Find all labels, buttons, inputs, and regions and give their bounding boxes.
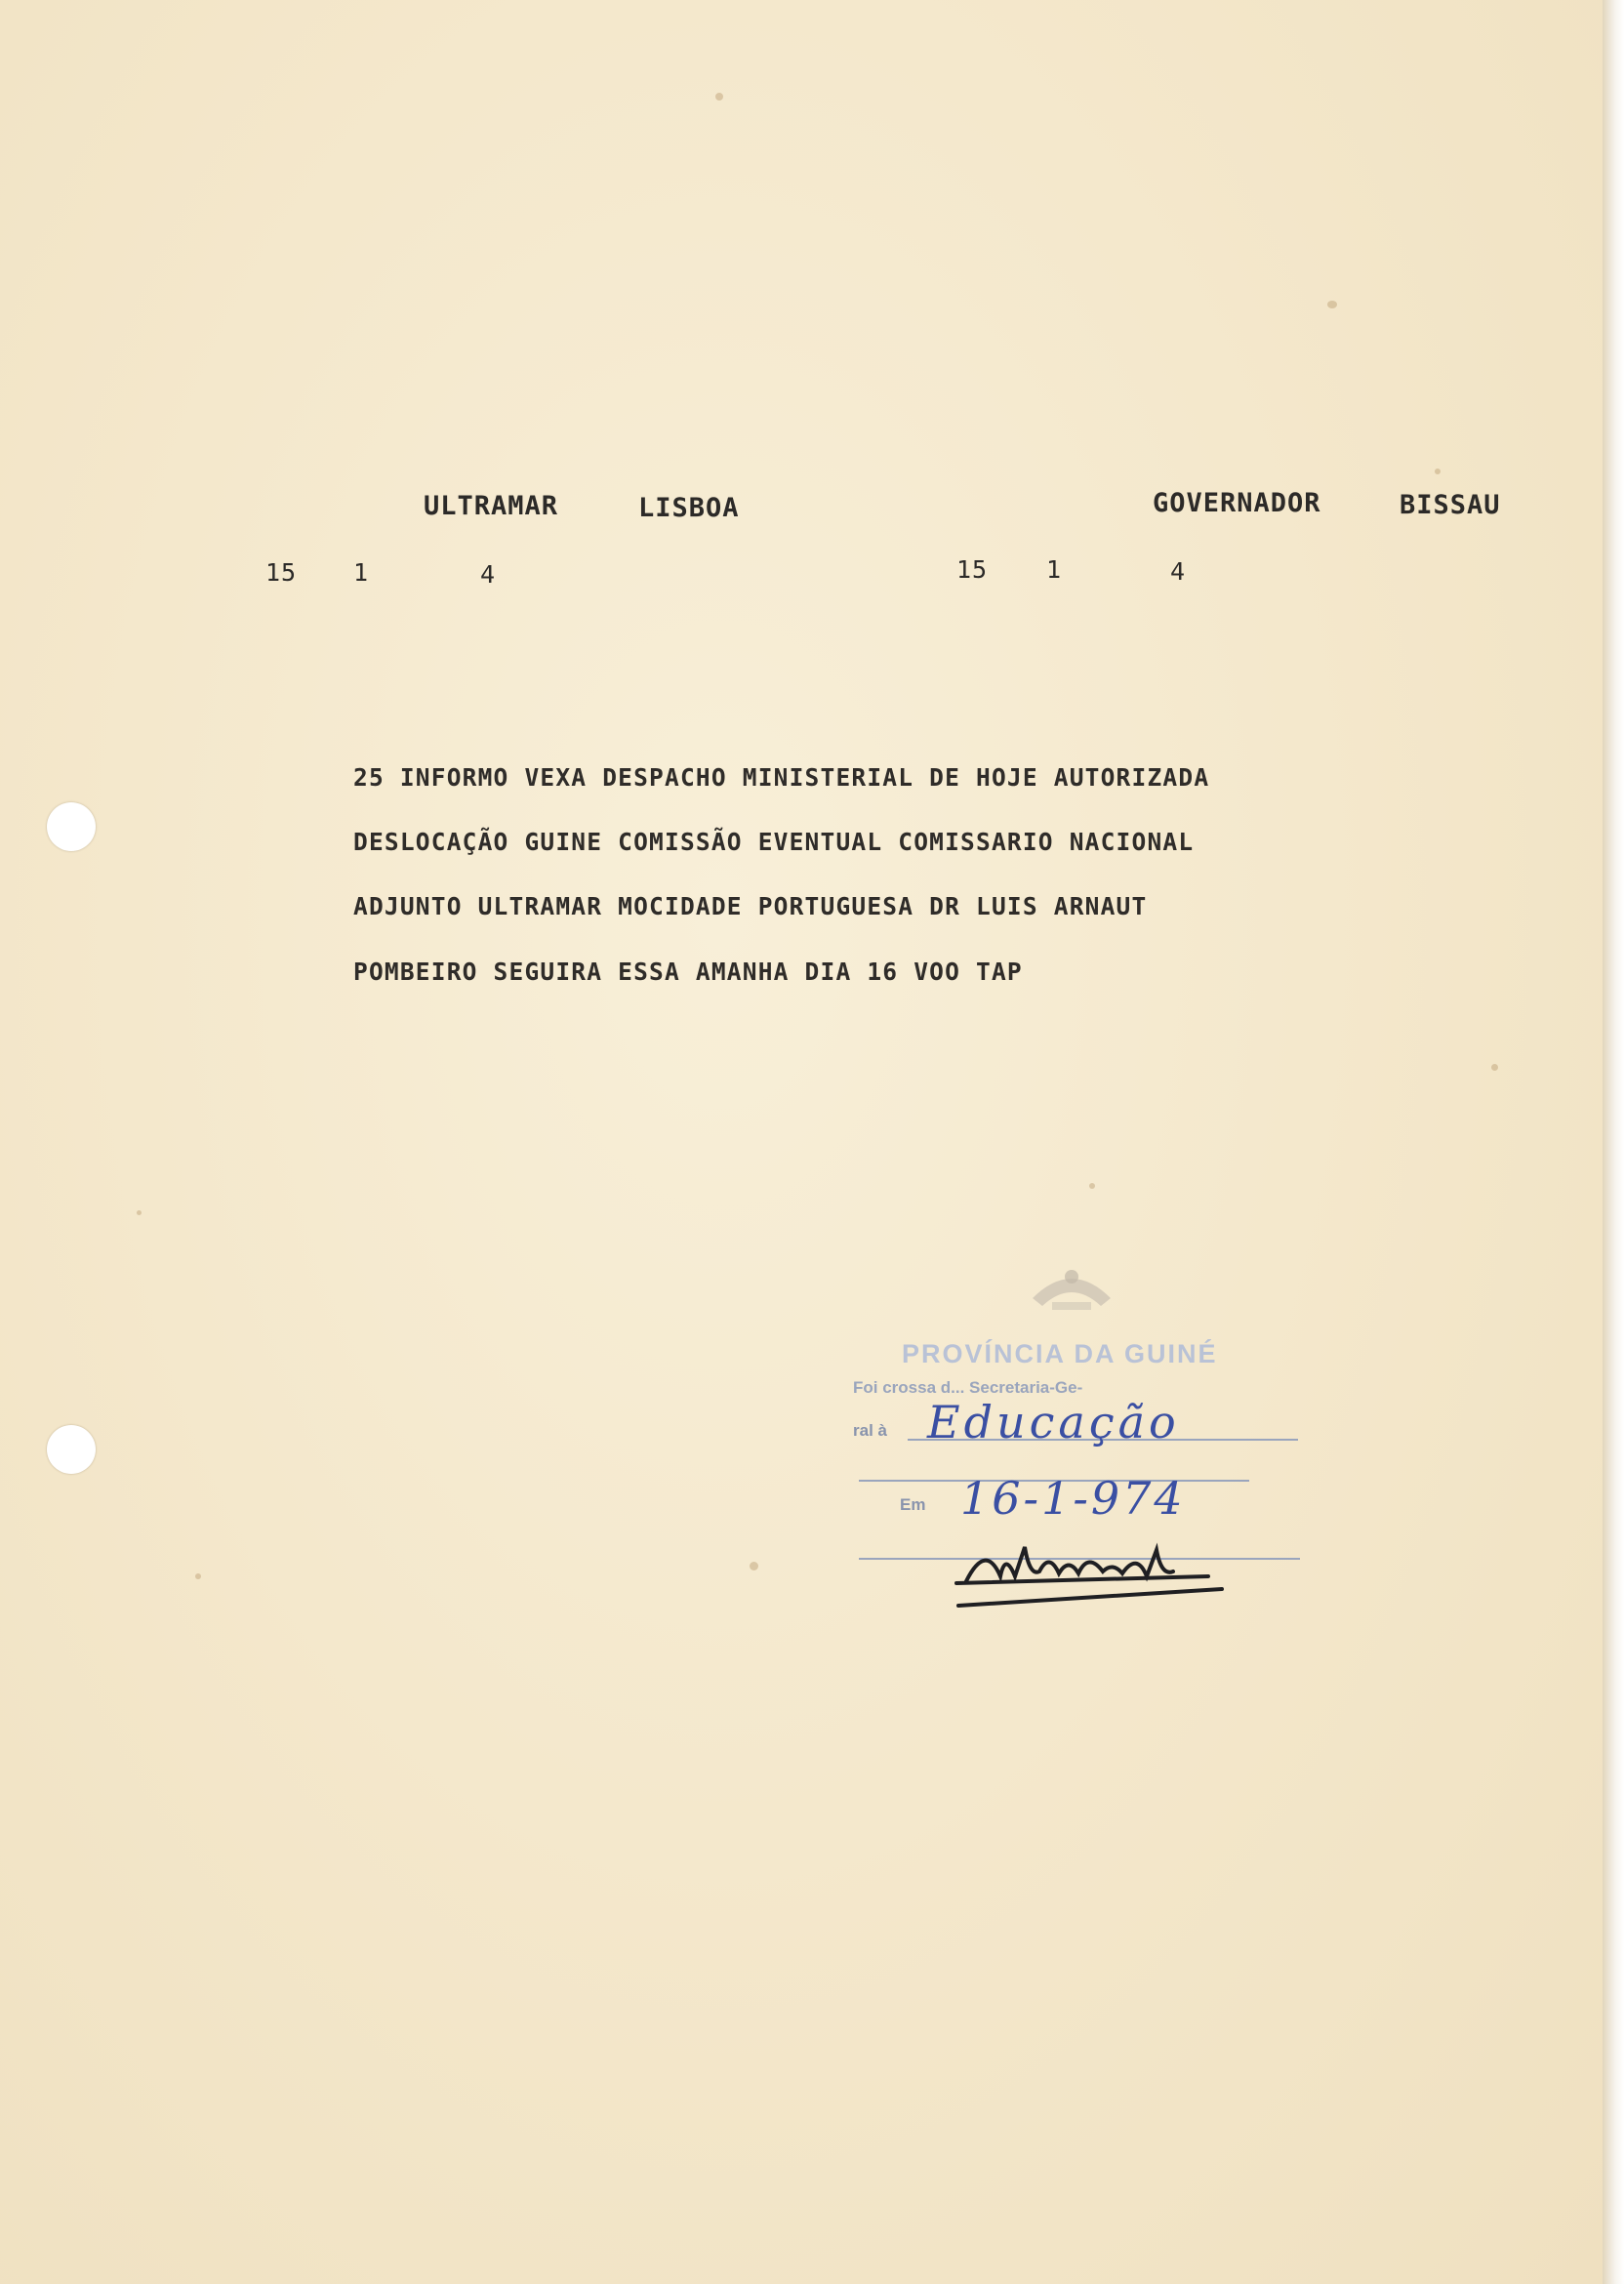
stamp-line-1: Foi crossa d... Secretaria-Ge- bbox=[853, 1378, 1083, 1397]
signature-icon bbox=[947, 1523, 1239, 1611]
stamp-title: PROVÍNCIA DA GUINÉ bbox=[902, 1339, 1218, 1368]
stain-speck bbox=[1089, 1183, 1095, 1189]
stain-speck bbox=[137, 1210, 142, 1215]
punch-hole-top bbox=[47, 802, 96, 851]
punch-hole-bottom bbox=[47, 1425, 96, 1474]
stain-speck bbox=[715, 93, 723, 101]
header-right-city: BISSAU bbox=[1400, 490, 1501, 520]
message-line: 25 INFORMO VEXA DESPACHO MINISTERIAL DE HOJE AUTORIZADA bbox=[353, 763, 1210, 792]
stamp-line-3-prefix: Em bbox=[900, 1495, 926, 1514]
header-right-year: 4 bbox=[1170, 557, 1187, 586]
header-right-month: 1 bbox=[1046, 555, 1063, 584]
header-right-day: 15 bbox=[956, 555, 989, 584]
header-left-day: 15 bbox=[265, 558, 298, 587]
header-left-year: 4 bbox=[480, 560, 497, 589]
coat-of-arms-icon bbox=[1023, 1259, 1120, 1318]
stain-speck bbox=[1491, 1064, 1498, 1071]
stain-speck bbox=[1327, 301, 1337, 308]
message-line: ADJUNTO ULTRAMAR MOCIDADE PORTUGUESA DR LUIS ARNAUT bbox=[353, 892, 1148, 920]
handwritten-date: 16-1-974 bbox=[960, 1472, 1186, 1525]
header-right-destination: GOVERNADOR bbox=[1153, 488, 1321, 518]
handwritten-destination: Educação bbox=[927, 1396, 1180, 1448]
page-edge bbox=[1603, 0, 1624, 2284]
header-left-destination: ULTRAMAR bbox=[424, 491, 559, 521]
message-line: DESLOCAÇÃO GUINE COMISSÃO EVENTUAL COMISSARIO NACIONAL bbox=[353, 828, 1195, 856]
stain-speck bbox=[195, 1573, 201, 1579]
header-left-month: 1 bbox=[353, 558, 370, 587]
stamp-line-2-prefix: ral à bbox=[853, 1421, 887, 1440]
stain-speck bbox=[750, 1562, 758, 1570]
stain-speck bbox=[1435, 469, 1441, 474]
message-line: POMBEIRO SEGUIRA ESSA AMANHA DIA 16 VOO TAP bbox=[353, 958, 1023, 986]
header-left-city: LISBOA bbox=[638, 493, 740, 523]
